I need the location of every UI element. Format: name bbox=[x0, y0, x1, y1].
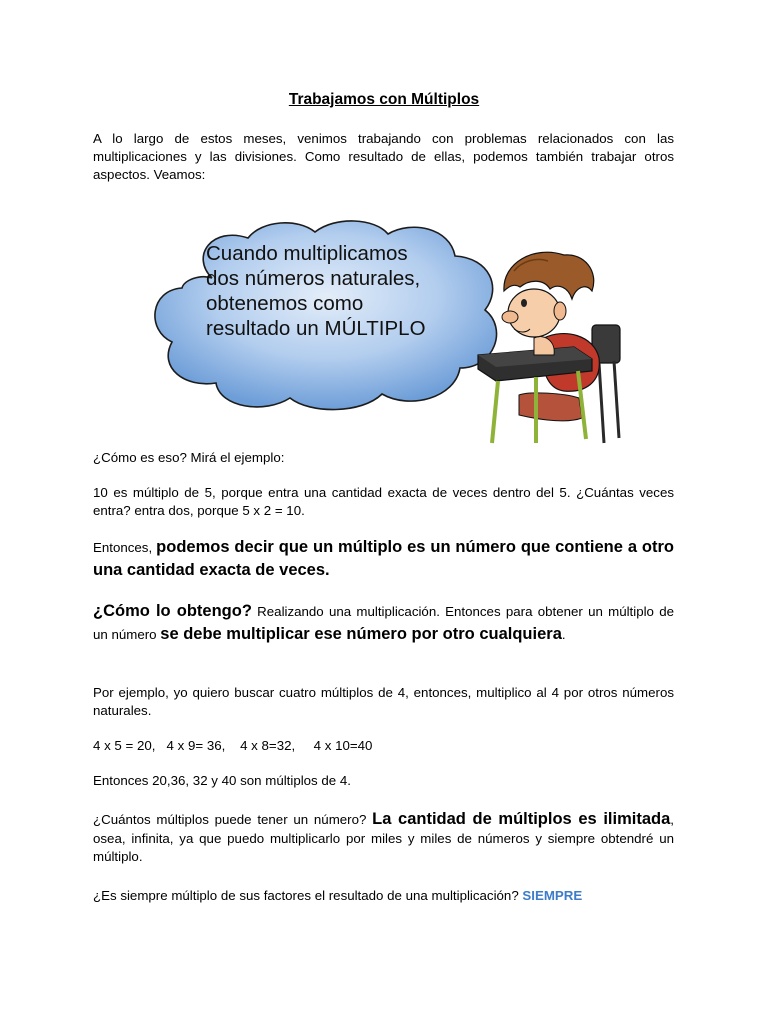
cloud-line: resultado un MÚLTIPLO bbox=[206, 317, 426, 340]
how-many-paragraph bbox=[93, 808, 674, 866]
definition-bold: podemos decir que un múltiplo es un número que contiene a otro una cantidad exacta de veces. bbox=[93, 538, 674, 579]
how-many-question: ¿Cuántos múltiplos puede tener un número? bbox=[93, 812, 373, 827]
result-paragraph: Entonces 20,36, 32 y 40 son múltiplos de 4. bbox=[93, 773, 351, 788]
operations-line: 4 x 5 = 20, 4 x 9= 36, 4 x 8=32, 4 x 10=40 bbox=[93, 738, 373, 753]
cloud-line: obtenemos como bbox=[206, 292, 364, 315]
intro-paragraph: A lo largo de estos meses, venimos trabajando con problemas relacionados con las multiplicaciones y las divisiones. Como resultado de ellas, podemos también trabajar otros aspectos. Veamos: bbox=[93, 131, 674, 182]
always-paragraph bbox=[93, 887, 674, 905]
always-answer: SIEMPRE bbox=[522, 888, 583, 903]
how-many-text: , osea, infinita, ya que puedo multiplicarlo por miles y miles de números y siempre obtendré un múltiplo. bbox=[93, 812, 674, 864]
question-paragraph: ¿Cómo es eso? Mirá el ejemplo: bbox=[93, 450, 285, 465]
example-paragraph: 10 es múltiplo de 5, porque entra una cantidad exacta de veces dentro del 5. ¿Cuántas veces entra? entra dos, porque 5 x 2 = 10. bbox=[93, 485, 674, 518]
cloud-line: dos números naturales, bbox=[206, 267, 421, 290]
how-end: . bbox=[561, 627, 566, 642]
always-question: ¿Es siempre múltiplo de sus factores el resultado de una multiplicación? bbox=[93, 888, 523, 903]
how-to-obtain-paragraph bbox=[93, 600, 674, 646]
page-title: Trabajamos con Múltiplos bbox=[288, 91, 480, 108]
how-question: ¿Cómo lo obtengo? bbox=[93, 602, 252, 620]
cloud-text bbox=[206, 241, 476, 341]
how-text: Realizando una multiplicación. Entonces para obtener un múltiplo de un número bbox=[93, 604, 674, 642]
definition-lead: Entonces, bbox=[93, 540, 157, 555]
for-example-paragraph: Por ejemplo, yo quiero buscar cuatro múltiplos de 4, entonces, multiplico al 4 por otros números naturales. bbox=[93, 685, 674, 718]
thinking-boy-at-desk-illustration-icon bbox=[474, 243, 624, 448]
cloud-line: Cuando multiplicamos bbox=[206, 242, 408, 265]
how-bold: se debe multiplicar ese número por otro cualquiera bbox=[160, 625, 562, 643]
definition-paragraph bbox=[93, 536, 674, 582]
how-many-bold: La cantidad de múltiplos es ilimitada bbox=[372, 810, 671, 828]
